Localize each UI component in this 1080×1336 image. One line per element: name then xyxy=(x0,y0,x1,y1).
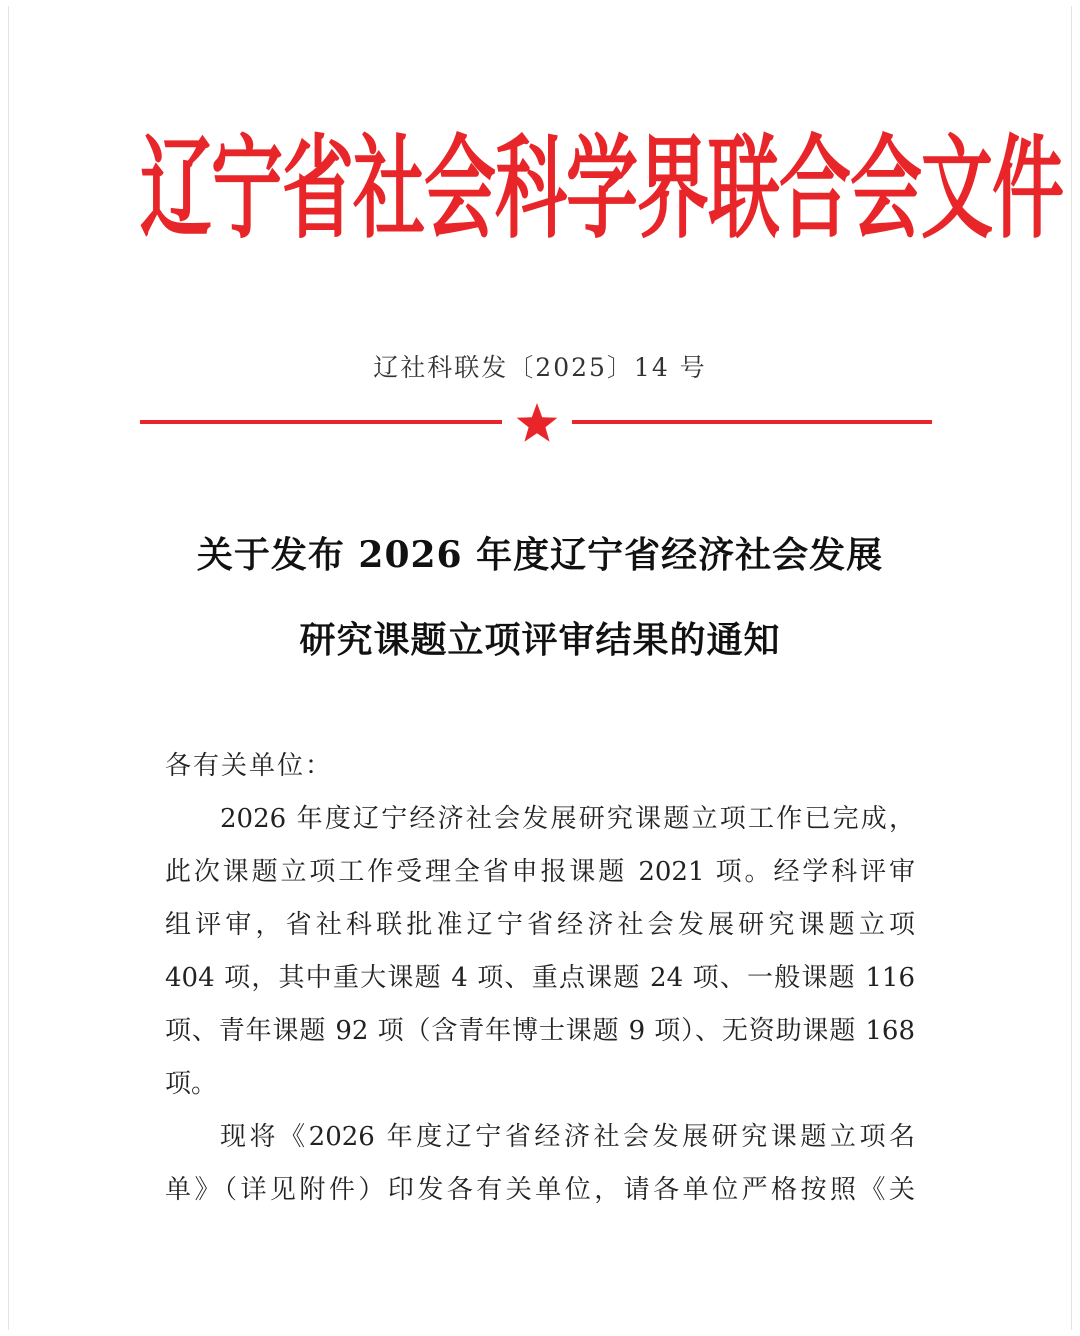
body-line: 组评审，省社科联批准辽宁省经济社会发展研究课题立项 xyxy=(165,910,915,940)
divider-rule-left xyxy=(140,420,502,424)
body-line: 此次课题立项工作受理全省申报课题 2021 项。经学科评审 xyxy=(165,857,915,887)
body-line: 2026 年度辽宁经济社会发展研究课题立项工作已完成， xyxy=(220,804,915,834)
document-masthead: 辽宁省社会科学界联合会文件 xyxy=(140,121,1064,254)
divider-rule-right xyxy=(572,420,932,424)
red-divider xyxy=(140,402,932,442)
body-line: 现将《2026 年度辽宁省经济社会发展研究课题立项名 xyxy=(220,1122,915,1152)
body-line: 项。 xyxy=(165,1069,218,1099)
body-line: 单》（详见附件）印发各有关单位，请各单位严格按照《关 xyxy=(165,1175,915,1205)
star-icon xyxy=(515,402,559,442)
salutation: 各有关单位： xyxy=(165,751,334,781)
notice-title-line-1: 关于发布 2026 年度辽宁省经济社会发展 xyxy=(196,534,884,576)
notice-title-line-2: 研究课题立项评审结果的通知 xyxy=(299,619,781,661)
body-line: 404 项，其中重大课题 4 项、重点课题 24 项、一般课题 116 xyxy=(165,963,915,993)
body-line: 项、青年课题 92 项（含青年博士课题 9 项）、无资助课题 168 xyxy=(165,1016,915,1046)
document-number: 辽社科联发〔2025〕14 号 xyxy=(373,353,707,382)
